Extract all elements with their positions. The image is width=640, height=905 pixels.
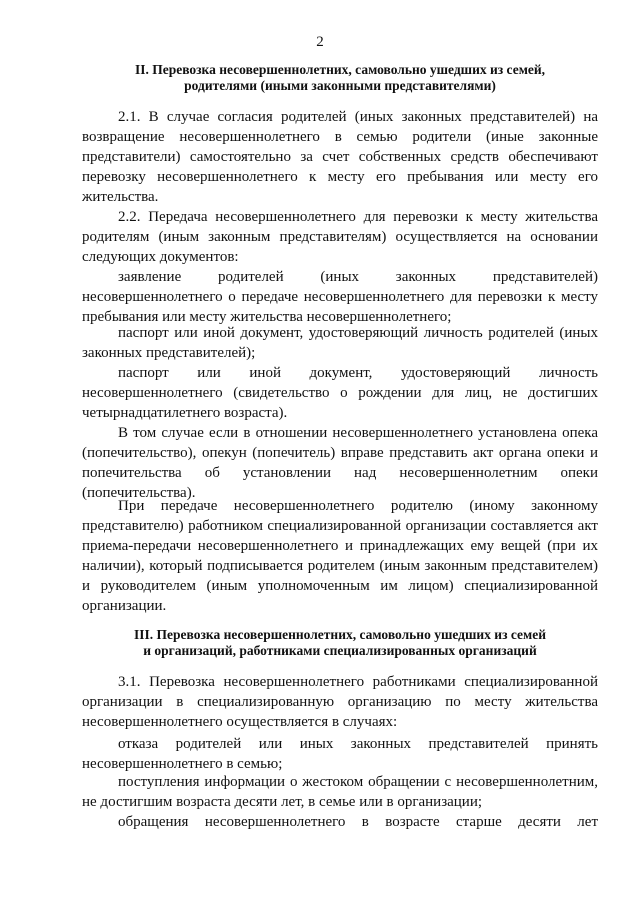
paragraph-parent-passport: паспорт или иной документ, удостоверяющий личность родителей (иных законных представителей); <box>82 325 598 361</box>
paragraph-abuse-info: поступления информации о жестоком обращении с несовершеннолетним, не достигшим возраста десяти лет, в семье или в организации; <box>82 774 598 810</box>
section-3-heading-line-2: и организаций, работниками специализированных организаций <box>143 643 537 658</box>
section-3-heading-line-1: III. Перевозка несовершеннолетних, самовольно ушедших из семей <box>134 627 546 642</box>
paragraph-guardianship: В том случае если в отношении несовершеннолетнего установлена опека (попечительство), опекун (попечитель) вправе представить акт органа опеки и попечительства об установлении над несовершеннолетним опеки (попечительства). <box>82 425 598 501</box>
paragraph-2-1: 2.1. В случае согласия родителей (иных законных представителей) на возвращение несовершеннолетнего в семью родители (иные законные представители) самостоятельно за счет собственных средств обеспечивают перевозку несовершеннолетнего к месту его пребывания или месту его жительства. <box>82 109 598 205</box>
paragraph-transfer-act: При передаче несовершеннолетнего родителю (иному законному представителю) работником специализированной организации составляется акт приема-передачи несовершеннолетнего и принадлежащих ему вещей (при их наличии), который подписывается родителем (иным законным представителем) и руководителем (иным уполномоченным им лицом) специализированной организации. <box>82 498 598 614</box>
section-3-heading <box>70 627 610 659</box>
paragraph-2-2: 2.2. Передача несовершеннолетнего для перевозки к месту жительства родителям (иным законным представителям) осуществляется на основании следующих документов: <box>82 209 598 265</box>
section-2-heading-line-1: II. Перевозка несовершеннолетних, самовольно ушедших из семей, <box>134 62 546 77</box>
paragraph-minor-passport: паспорт или иной документ, удостоверяющий личность несовершеннолетнего (свидетельство о рождении для лиц, не достигших четырнадцатилетнего возраста). <box>82 365 598 421</box>
paragraph-3-1: 3.1. Перевозка несовершеннолетнего работниками специализированной организации в специализированную организацию по месту жительства несовершеннолетнего осуществляется в случаях: <box>82 674 598 730</box>
paragraph-appeal: обращения несовершеннолетнего в возрасте старше десяти лет <box>118 814 598 830</box>
paragraph-application: заявление родителей (иных законных представителей) несовершеннолетнего о передаче несовершеннолетнего для перевозки к месту пребывания или месту жительства несовершеннолетнего; <box>82 269 598 325</box>
section-2-heading-line-2: родителями (иными законными представителями) <box>184 78 496 93</box>
section-2-heading <box>70 62 610 94</box>
page-number: 2 <box>316 34 324 50</box>
paragraph-refusal: отказа родителей или иных законных представителей принять несовершеннолетнего в семью; <box>82 736 598 772</box>
